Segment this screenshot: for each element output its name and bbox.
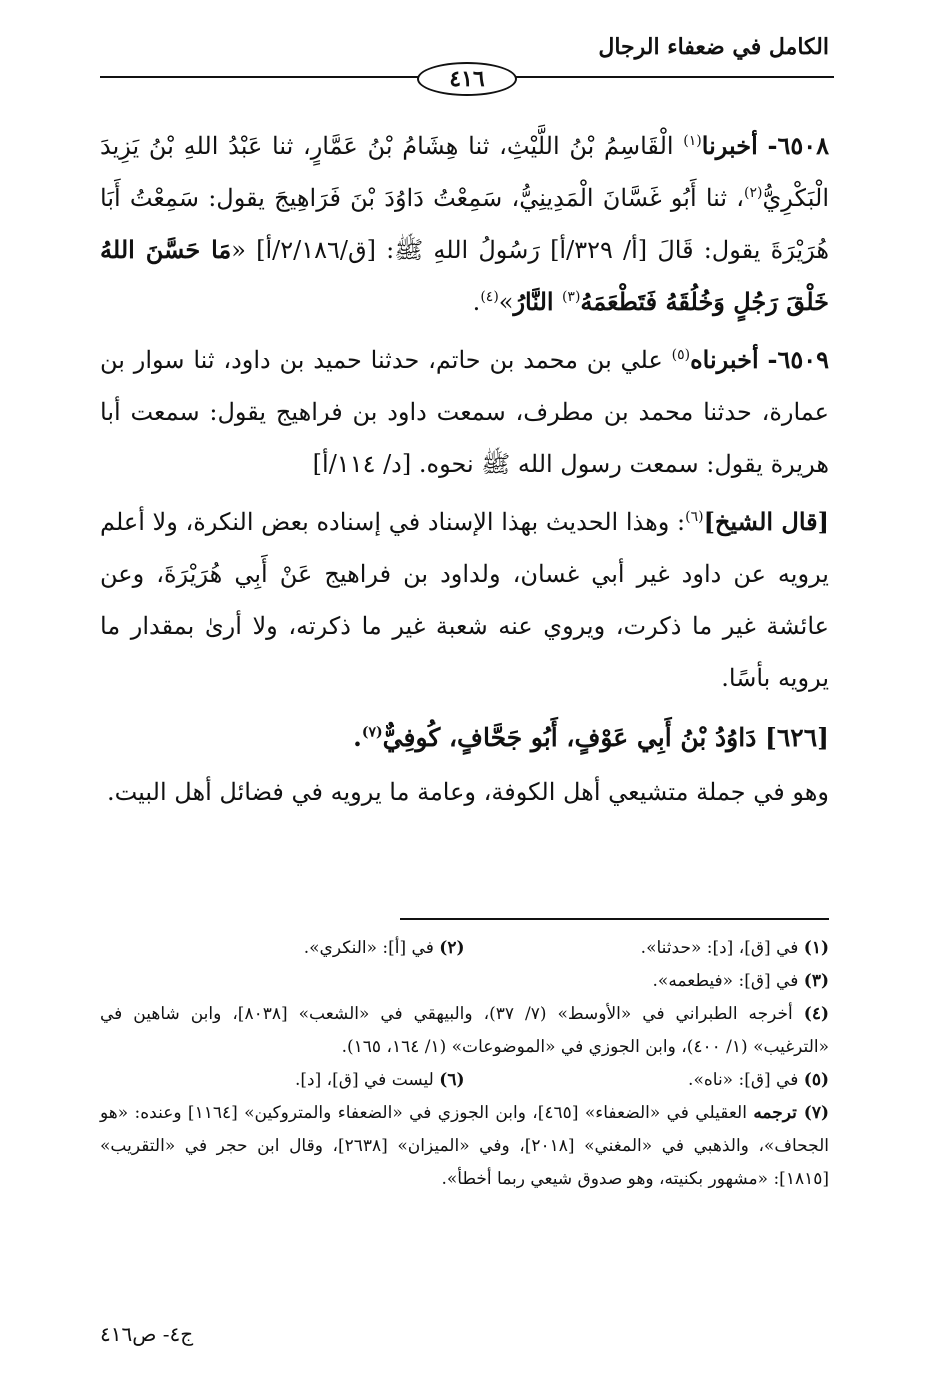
comment-lead: [قال الشيخ] — [703, 507, 829, 536]
matn-text: النَّارُ — [513, 287, 562, 316]
narrator-description — [100, 766, 829, 818]
footnote-text: في [أ]: «النكري». — [303, 938, 440, 958]
footnote-number: (٤) — [803, 1004, 829, 1024]
period: . — [472, 288, 481, 316]
footnote-4 — [100, 998, 829, 1064]
running-title: الكامل في ضعفاء الرجال — [598, 34, 829, 60]
volume-page-ref: ج٤- ص٤١٦ — [100, 1322, 194, 1346]
chain-lead: أخبرناه — [690, 345, 759, 374]
footnote-lead: ترجمه — [753, 1103, 804, 1123]
quote-close: » — [498, 288, 514, 316]
narrator-entry-heading — [100, 710, 829, 766]
sheikh-comment — [100, 496, 829, 704]
footnote-text: في [ق]: «فيطعمه». — [652, 971, 804, 991]
footnote-2 — [100, 932, 465, 965]
footnote-text: أخرجه الطبراني في «الأوسط» (٧/ ٣٧)، والبيهقي في «الشعب» [٨٠٣٨]، وابن شاهين في «الترغيب» (١/ ٤٠٠)، وابن الجوزي في «الموضوعات» (١/ ١٦٤، ١٦٥). — [100, 1004, 829, 1057]
footnote-3 — [100, 965, 829, 998]
footnote-text: في [ق]، [د]: «حدثنا». — [640, 938, 804, 958]
hadith-6509 — [100, 334, 829, 490]
footnotes — [100, 932, 829, 1196]
footnote-6 — [100, 1064, 465, 1097]
footnote-text: في [ق]: «ناه». — [688, 1070, 804, 1090]
footnote-7 — [100, 1097, 829, 1196]
footnote-ref: (٤) — [480, 289, 499, 305]
hadith-number: ٦٥٠٨- — [767, 131, 829, 160]
footnote-ref: (٥) — [671, 347, 691, 363]
footnote-number: (٦) — [439, 1070, 465, 1090]
footnote-number: (٥) — [803, 1070, 829, 1090]
footnote-text: ليست في [ق]، [د]. — [295, 1070, 440, 1090]
main-text — [100, 120, 829, 824]
comment-text: : وهذا الحديث بهذا الإسناد في إسناده بعض النكرة، ولا أعلم يرويه عن داود غير أبي غسان، ولداود بن فراهيج عَنْ أَبِي هُرَيْرَةَ، وعن عائشة غير ما ذكرت، ويروي عنه شعبة غير ما ذكرته، ولا أرىٰ بمقدار ما يرويه بأسًا. — [100, 508, 829, 692]
footnote-rule — [400, 918, 829, 920]
page-number-badge: ٤١٦ — [417, 62, 517, 96]
chain-lead: أخبرنا — [701, 131, 758, 160]
footnote-ref: (٧) — [361, 724, 383, 741]
footnote-text: العقيلي في «الضعفاء» [٤٦٥]، وابن الجوزي في «الضعفاء والمتروكين» [١١٦٤] وعنده: «هو الجحاف»، والذهبي في «المغني» [٢٠١٨]، وفي «الميزان» [٢٦٣٨]، وقال ابن حجر في «التقريب» [١٨١٥]: «مشهور بكنيته، وهو صدوق شيعي ربما أخطأ». — [100, 1103, 829, 1189]
description-text: وهو في جملة متشيعي أهل الكوفة، وعامة ما يرويه في فضائل أهل البيت. — [106, 778, 829, 806]
isnad-text: ، ثنا أَبُو غَسَّانَ الْمَدِينِيُّ، سَمِعْتُ دَاوُدَ بْنَ فَرَاهِيجَ يقول: سَمِعْتُ أَبَا هُرَيْرَةَ يقول: قَالَ [أ/ ٣٢٩/أ] رَسُولُ اللهِ ﷺ: [ق/٢/١٨٦/أ] « — [100, 184, 830, 264]
footnote-number: (٣) — [803, 971, 829, 991]
footnote-ref: (٢) — [744, 185, 763, 201]
matn-text: مَا حَسَّنَ اللهُ خَلْقَ رَجُلٍ وَخُلُقَهُ فَتَطْعَمَهُ — [100, 235, 829, 316]
footnote-5 — [465, 1064, 830, 1097]
period: . — [353, 723, 362, 752]
footnote-ref: (١) — [683, 133, 702, 149]
footnote-1 — [465, 932, 830, 965]
footnote-row — [100, 932, 829, 965]
footnote-row — [100, 1064, 829, 1097]
footnote-number: (٧) — [803, 1103, 829, 1123]
footnote-number: (١) — [803, 938, 829, 958]
hadith-number: ٦٥٠٩- — [767, 345, 830, 374]
isnad-text: علي بن محمد بن حاتم، حدثنا حميد بن داود، ثنا سوار بن عمارة، حدثنا محمد بن مطرف، سمعت داود بن فراهيج يقول: سمعت أبا هريرة يقول: سمعت رسول الله ﷺ نحوه. [د/ ١١٤/أ] — [100, 346, 829, 478]
narrator-name: [٦٢٦] دَاوُدُ بْنُ أَبِي عَوْفٍ، أَبُو جَحَّافٍ، كُوفِيٌّ — [382, 723, 829, 752]
footnote-ref: (٦) — [685, 509, 704, 525]
isnad-text: الْقَاسِمُ بْنُ اللَّيْثِ، ثنا هِشَامُ بْنُ عَمَّارٍ، ثنا عَبْدُ اللهِ بْنُ يَزِيدَ الْبَكْرِيُّ — [100, 132, 829, 212]
footnote-number: (٢) — [439, 938, 465, 958]
hadith-6508 — [100, 120, 829, 328]
footnote-ref: (٣) — [561, 289, 581, 305]
